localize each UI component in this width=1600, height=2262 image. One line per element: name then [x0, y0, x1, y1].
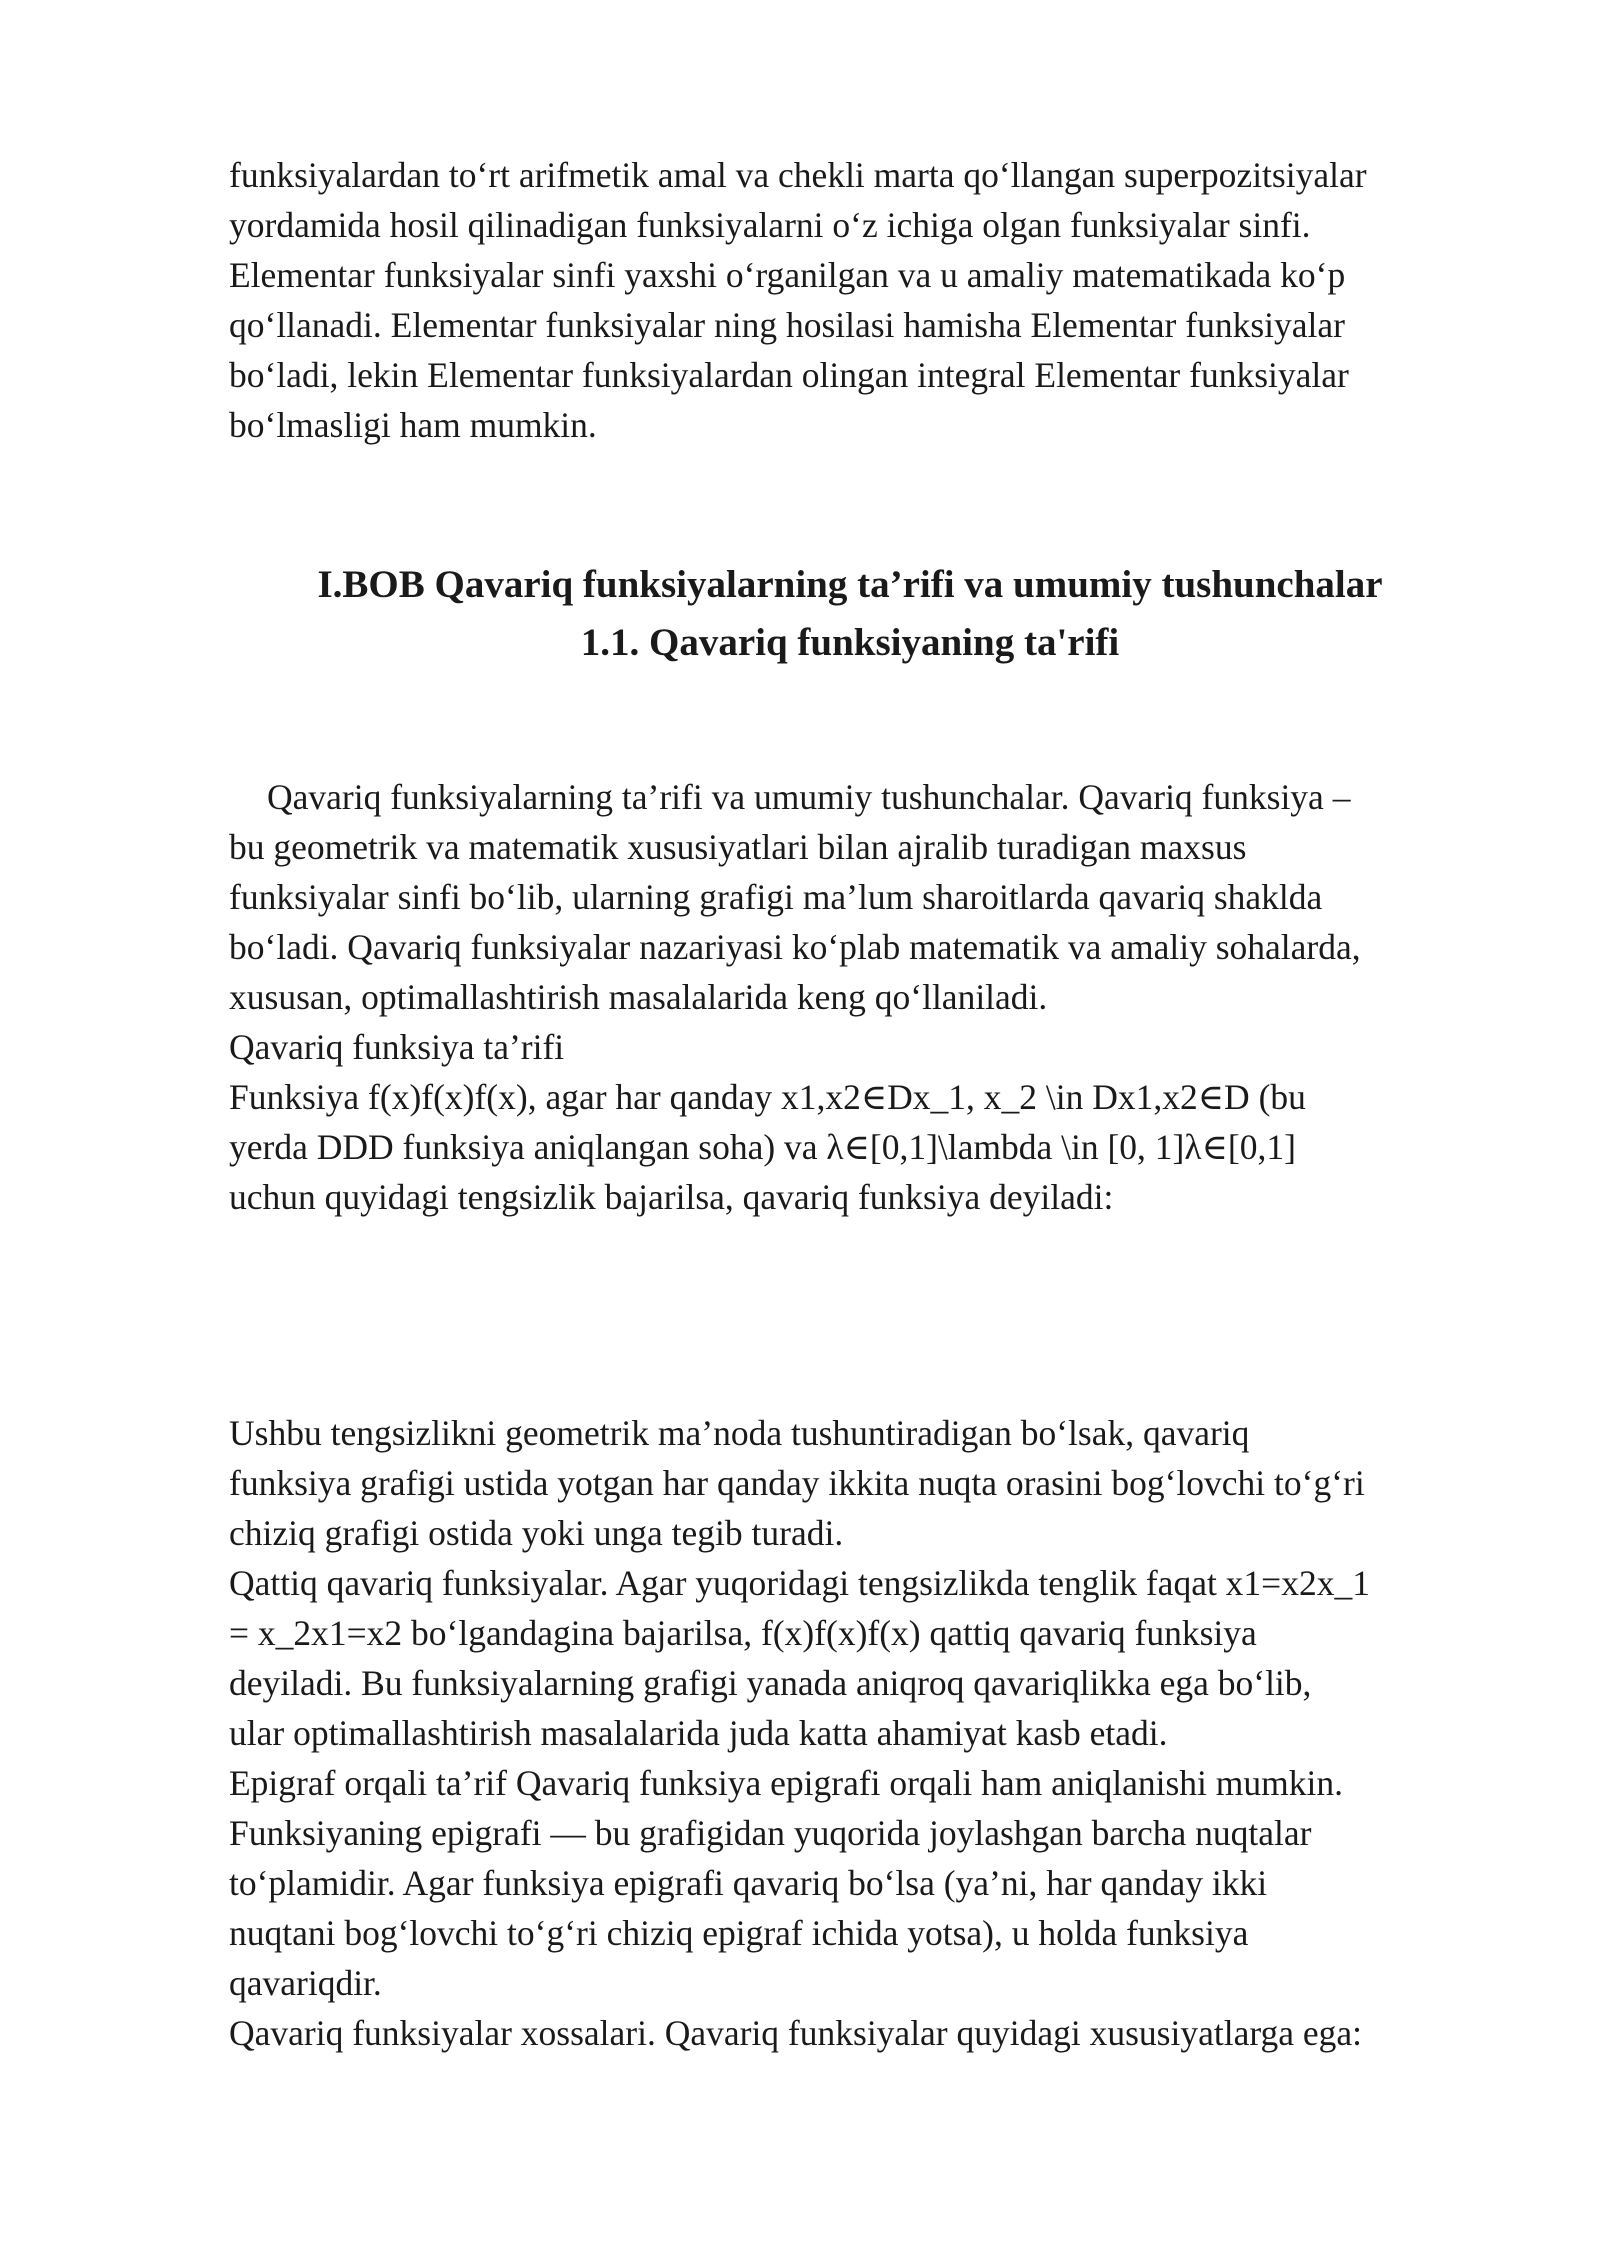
text-line: nuqtani bog‘lovchi to‘g‘ri chiziq epigraf ichida yotsa), u holda funksiya: [229, 1913, 1249, 1953]
text-line: Elementar funksiyalar sinfi yaxshi o‘rganilgan va u amaliy matematikada ko‘p: [229, 255, 1346, 295]
text-line: deyiladi. Bu funksiyalarning grafigi yanada aniqroq qavariqlikka ega bo‘lib,: [229, 1663, 1312, 1703]
text-line: qo‘llanadi. Elementar funksiyalar ning hosilasi hamisha Elementar funksiyalar: [229, 305, 1345, 345]
text-line: qavariqdir.: [229, 1963, 382, 2003]
text-line: bu geometrik va matematik xususiyatlari bilan ajralib turadigan maxsus: [229, 827, 1247, 867]
text-line: Qavariq funksiyalarning ta’rifi va umumiy tushunchalar. Qavariq funksiya –: [267, 777, 1351, 817]
text-line: Qavariq funksiyalar xossalari. Qavariq funksiyalar quyidagi xususiyatlarga ega:: [229, 2013, 1363, 2053]
text-line: chiziq grafigi ostida yoki unga tegib turadi.: [229, 1513, 844, 1553]
text-line: xususan, optimallashtirish masalalarida keng qo‘llaniladi.: [229, 977, 1048, 1017]
text-line: yerda DDD funksiya aniqlangan soha) va λ∈[0,1]\lambda \in [0, 1]λ∈[0,1]: [229, 1127, 1296, 1167]
text-line: uchun quyidagi tengsizlik bajarilsa, qavariq funksiya deyiladi:: [229, 1177, 1114, 1217]
text-line: yordamida hosil qilinadigan funksiyalarni o‘z ichiga olgan funksiyalar sinfi.: [229, 205, 1311, 245]
text-line: bo‘lmasligi ham mumkin.: [229, 405, 597, 445]
geometric-paragraph: [229, 1408, 1451, 2058]
text-line: Funksiya f(x)f(x)f(x), agar har qanday x1,x2∈Dx_1, x_2 \in Dx1,x2∈D (bu: [229, 1077, 1306, 1117]
text-line: Qavariq funksiya ta’rifi: [229, 1027, 565, 1067]
text-line: funksiya grafigi ustida yotgan har qanday ikkita nuqta orasini bog‘lovchi to‘g‘ri: [229, 1463, 1365, 1503]
text-line: ular optimallashtirish masalalarida juda katta ahamiyat kasb etadi.: [229, 1713, 1168, 1753]
text-line: funksiyalar sinfi bo‘lib, ularning grafigi ma’lum sharoitlarda qavariq shaklda: [229, 877, 1323, 917]
text-line: to‘plamidir. Agar funksiya epigrafi qavariq bo‘lsa (ya’ni, har qanday ikki: [229, 1863, 1268, 1903]
text-line: Qattiq qavariq funksiyalar. Agar yuqoridagi tengsizlikda tenglik faqat x1=x2x_1: [229, 1563, 1370, 1603]
text-line: Epigraf orqali ta’rif Qavariq funksiya epigrafi orqali ham aniqlanishi mumkin.: [229, 1763, 1343, 1803]
text-line: bo‘ladi. Qavariq funksiyalar nazariyasi ko‘plab matematik va amaliy sohalarda,: [229, 927, 1361, 967]
section-heading: 1.1. Qavariq funksiyaning ta'rifi: [580, 621, 1120, 664]
text-line: bo‘ladi, lekin Elementar funksiyalardan olingan integral Elementar funksiyalar: [229, 355, 1349, 395]
definition-paragraph: [229, 772, 1451, 1222]
text-line: = x_2x1=x2 bo‘lgandagina bajarilsa, f(x)f(x)f(x) qattiq qavariq funksiya: [229, 1613, 1257, 1653]
text-line: Funksiyaning epigrafi — bu grafigidan yuqorida joylashgan barcha nuqtalar: [229, 1813, 1312, 1853]
intro-paragraph: [229, 150, 1451, 450]
text-line: Ushbu tengsizlikni geometrik ma’noda tushuntiradigan bo‘lsak, qavariq: [229, 1413, 1250, 1453]
text-line: funksiyalardan to‘rt arifmetik amal va chekli marta qo‘llangan superpozitsiyalar: [229, 155, 1367, 195]
chapter-heading: I.BOB Qavariq funksiyalarning ta’rifi va umumiy tushunchalar: [317, 563, 1383, 606]
